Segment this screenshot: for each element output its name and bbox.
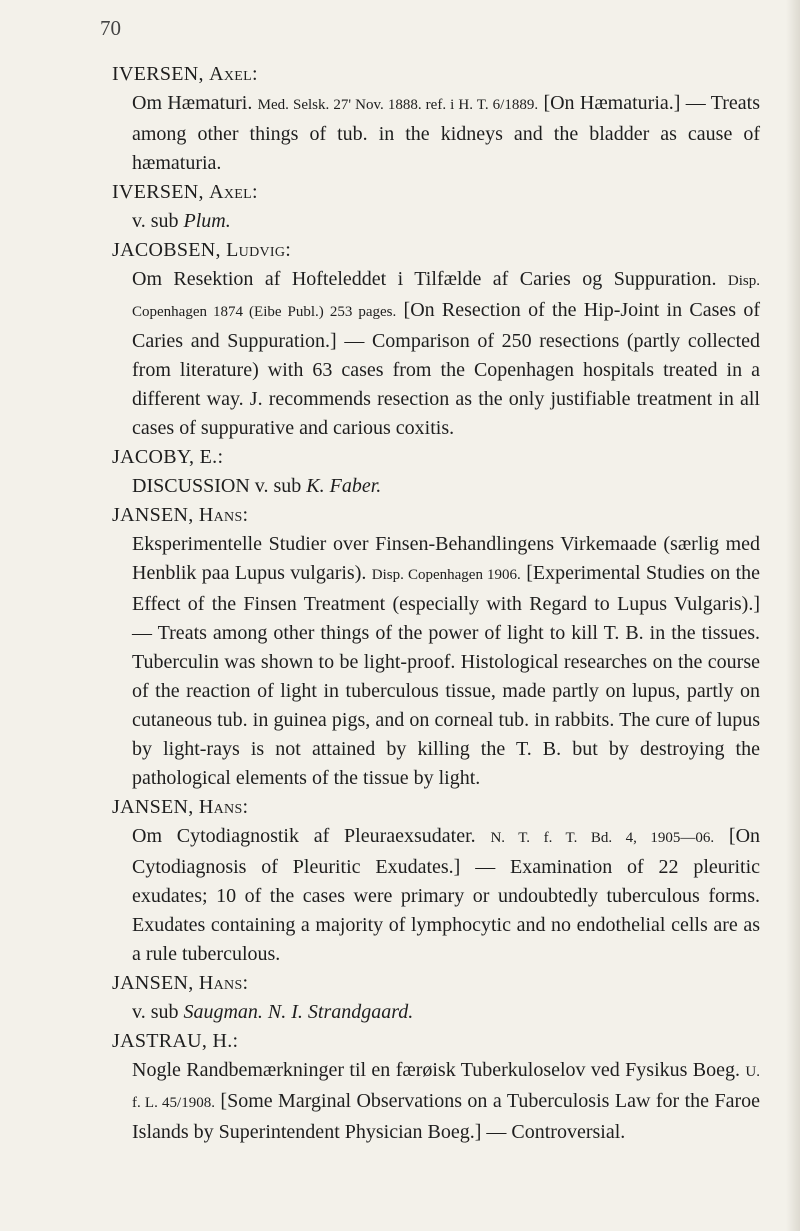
entry-body bbox=[112, 998, 760, 1027]
author-given-name: Hans: bbox=[198, 504, 249, 526]
bibliography-list bbox=[112, 60, 760, 1147]
author-surname: IVERSEN, bbox=[112, 181, 204, 203]
entry-translation: [On Cytodiagnosis of Pleuritic Exudates.] bbox=[132, 825, 761, 878]
entry-author bbox=[112, 443, 760, 472]
bibliography-entry bbox=[112, 443, 760, 501]
entry-author bbox=[112, 1027, 760, 1056]
bibliography-entry bbox=[112, 1027, 760, 1147]
entry-summary: — Examination of 22 pleuritic exudates; 10 of the cases were primary or undoubtedly tuberculous forms. Exudates containing a majority of lymphocytic and no endothelial cells are as a rule tuberculous. bbox=[132, 856, 761, 965]
cross-reference: K. Faber. bbox=[306, 475, 382, 497]
entry-title: Nogle Randbemærkninger til en færøisk Tuberkuloselov ved Fysikus Boeg. bbox=[132, 1059, 741, 1081]
entry-summary: — Comparison of 250 resections (partly collected from literature) with 63 cases from the Copenhagen hospitals treated in a different way. J. recommends resection as the only justifiable treatment in all cases of suppurative and carious coxitis. bbox=[132, 330, 760, 439]
author-given-name: Hans: bbox=[198, 796, 249, 818]
author-given-name: Ludvig: bbox=[226, 239, 292, 261]
cross-reference-prefix: v. sub bbox=[132, 1001, 179, 1023]
entry-translation: [On Hæmaturia.] bbox=[543, 92, 681, 114]
entry-body bbox=[112, 472, 760, 501]
bibliography-entry bbox=[112, 60, 760, 178]
entry-summary: — Controversial. bbox=[486, 1121, 626, 1143]
author-given-name: Hans: bbox=[198, 972, 249, 994]
entry-author bbox=[112, 236, 760, 265]
bibliography-entry bbox=[112, 969, 760, 1027]
entry-author bbox=[112, 60, 760, 89]
author-surname: JACOBY, bbox=[112, 446, 195, 468]
author-surname: JACOBSEN, bbox=[112, 239, 221, 261]
bibliography-entry bbox=[112, 501, 760, 793]
entry-author bbox=[112, 969, 760, 998]
entry-body bbox=[112, 1056, 760, 1147]
bibliography-entry bbox=[112, 236, 760, 443]
entry-author bbox=[112, 501, 760, 530]
author-given-name: E.: bbox=[199, 446, 224, 468]
page-edge-shadow bbox=[786, 0, 800, 1231]
entry-source: Med. Selsk. 27' Nov. 1888. ref. i H. T. 6/1889. bbox=[257, 97, 539, 113]
entry-source: N. T. f. T. Bd. 4, 1905—06. bbox=[490, 830, 715, 846]
author-surname: IVERSEN, bbox=[112, 63, 204, 85]
author-surname: JANSEN, bbox=[112, 972, 194, 994]
entry-summary: — Treats among other things of the power of light to kill T. B. in the tissues. Tuberculin was shown to be light-proof. Histological researches on the course of the reaction of light in tuberculous tissue, made partly on lupus, partly on cutaneous tub. in guinea pigs, and on corneal tub. in rabbits. The cure of lupus by light-rays is not attained by killing the T. B. but by destroying the pathological elements of the tissue by light. bbox=[132, 622, 760, 789]
entry-source: Disp. Copenhagen 1874 (Eibe Publ.) 253 pages. bbox=[132, 273, 761, 320]
entry-title: Om Resektion af Hofteleddet i Tilfælde af Caries og Suppuration. bbox=[132, 268, 717, 290]
entry-author bbox=[112, 793, 760, 822]
page-number: 70 bbox=[100, 16, 121, 40]
author-surname: JANSEN, bbox=[112, 504, 194, 526]
author-surname: JANSEN, bbox=[112, 796, 194, 818]
cross-reference: Plum. bbox=[183, 210, 231, 232]
entry-body bbox=[112, 822, 760, 969]
entry-summary: — Treats among other things of tub. in the kidneys and the bladder as cause of hæmaturia. bbox=[132, 92, 761, 174]
entry-body bbox=[112, 530, 760, 793]
author-surname: JASTRAU, bbox=[112, 1030, 208, 1052]
entry-author bbox=[112, 178, 760, 207]
cross-reference: Saugman. N. I. Strandgaard. bbox=[183, 1001, 414, 1023]
cross-reference-prefix: v. sub bbox=[132, 210, 179, 232]
bibliography-entry bbox=[112, 793, 760, 969]
entry-source: Disp. Copenhagen 1906. bbox=[371, 567, 521, 583]
author-given-name: H.: bbox=[212, 1030, 239, 1052]
author-given-name: Axel: bbox=[209, 181, 258, 203]
entry-translation: [Experimental Studies on the Effect of the Finsen Treatment (especially with Regard to Lupus Vulgaris).] bbox=[132, 562, 761, 615]
entry-translation: [Some Marginal Observations on a Tuberculosis Law for the Faroe Islands by Superintendent Physician Boeg.] bbox=[132, 1090, 761, 1143]
author-given-name: Axel: bbox=[209, 63, 258, 85]
entry-title: Om Hæmaturi. bbox=[132, 92, 253, 114]
entry-title: Om Cytodiagnostik af Pleuraexsudater. bbox=[132, 825, 476, 847]
entry-body bbox=[112, 265, 760, 443]
entry-title: Eksperimentelle Studier over Finsen-Behandlingens Virkemaade (særlig med Henblik paa Lupus vulgaris). bbox=[132, 533, 760, 584]
cross-reference-prefix: DISCUSSION v. sub bbox=[132, 475, 302, 497]
entry-body bbox=[112, 207, 760, 236]
entry-body bbox=[112, 89, 760, 178]
entry-source: U. f. L. 45/1908. bbox=[132, 1064, 760, 1111]
bibliography-entry bbox=[112, 178, 760, 236]
entry-translation: [On Resection of the Hip-Joint in Cases of Caries and Suppuration.] bbox=[132, 299, 760, 352]
